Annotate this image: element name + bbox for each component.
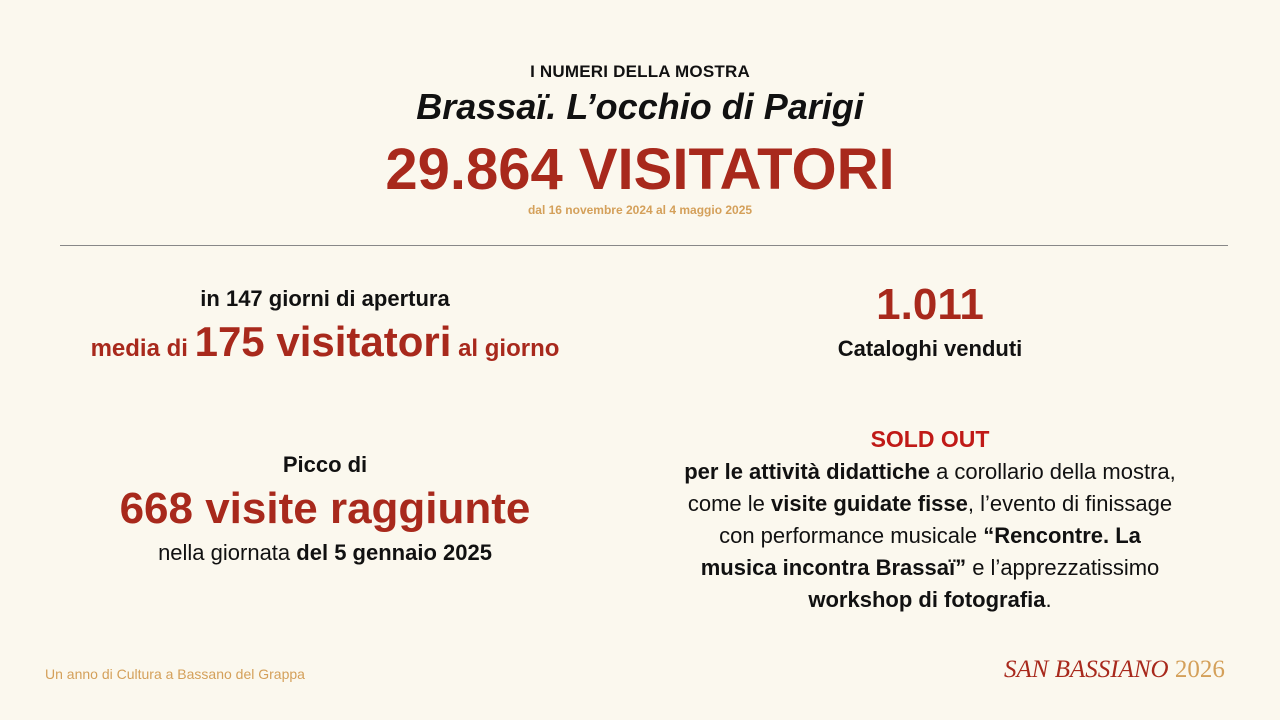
- average-suffix: al giorno: [458, 335, 560, 362]
- peak-date: [30, 540, 620, 566]
- sold-out-line: workshop di fotografia.: [808, 587, 1052, 612]
- sold-out-line: musica incontra Brassaï” e l’apprezzatissimo: [700, 555, 1160, 580]
- brand-year: 2026: [1174, 656, 1225, 683]
- brand-name: SAN BASSIANO: [1004, 656, 1169, 683]
- peak-date-value: del 5 gennaio 2025: [296, 540, 492, 565]
- sold-out-line: con performance musicale “Rencontre. La: [719, 523, 1141, 548]
- sold-out-line: come le visite guidate fisse, l’evento di finissage: [687, 491, 1173, 516]
- date-range: dal 16 novembre 2024 al 4 maggio 2025: [527, 203, 753, 217]
- eyebrow-title: I NUMERI DELLA MOSTRA: [530, 62, 750, 81]
- visitors-headline: 29.864 VISITATORI: [385, 137, 895, 202]
- peak-date-prefix: nella giornata: [158, 540, 291, 565]
- catalogs-label: Cataloghi venduti: [837, 336, 1023, 361]
- sold-out-description: [630, 456, 1230, 616]
- sold-out-title: SOLD OUT: [870, 426, 990, 452]
- exhibition-title: Brassaï. L’occhio di Parigi: [416, 86, 864, 127]
- peak-value: 668 visite raggiunte: [119, 484, 531, 533]
- peak-label: Picco di: [282, 452, 368, 477]
- divider: [60, 245, 1228, 246]
- average-prefix: media di: [90, 335, 188, 362]
- catalogs-number: 1.011: [876, 280, 984, 329]
- average-value: 175 visitatori: [194, 318, 452, 365]
- opening-days: in 147 giorni di apertura: [200, 286, 450, 311]
- average-visitors: [30, 318, 620, 366]
- sold-out-line: per le attività didattiche a corollario della mostra,: [684, 459, 1176, 484]
- footer-tagline: Un anno di Cultura a Bassano del Grappa: [45, 666, 305, 682]
- footer-brand: [1004, 656, 1225, 684]
